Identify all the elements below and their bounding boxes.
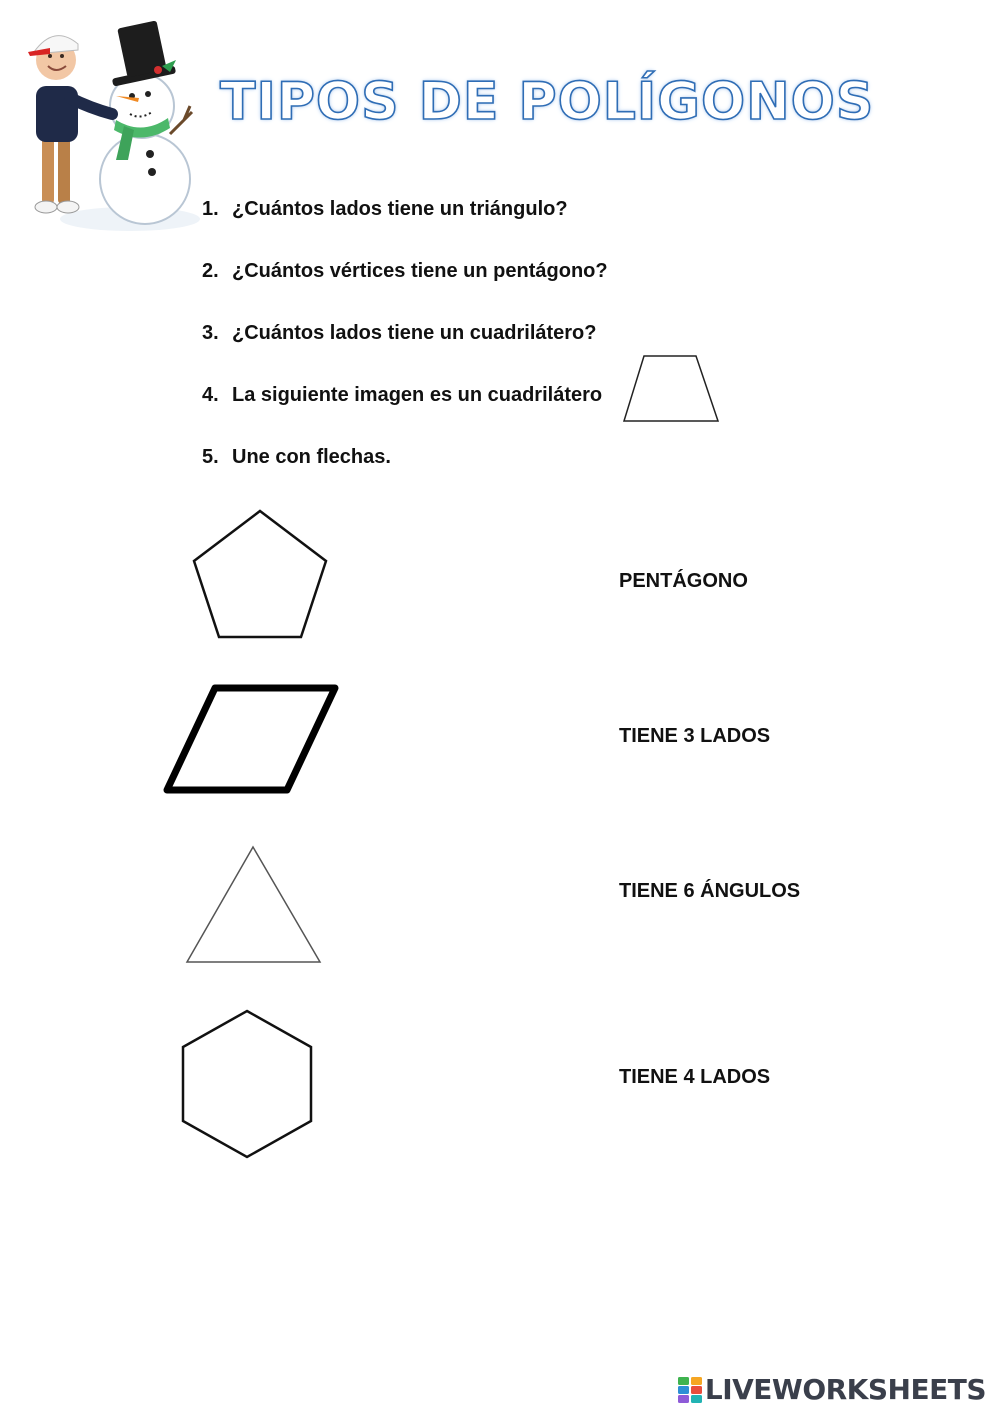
pentagon-shape (186, 505, 334, 643)
hexagon-shape (176, 1004, 318, 1164)
triangle-shape (182, 842, 326, 968)
question-number: 3. (202, 322, 219, 344)
liveworksheets-logo (678, 1373, 986, 1406)
question-number: 5. (202, 446, 219, 468)
answer-label-pentagono[interactable]: PENTÁGONO (619, 570, 748, 592)
liveworksheets-logo-icon (678, 1377, 702, 1403)
rhombus-shape (160, 680, 344, 798)
question-3 (202, 322, 597, 345)
boy-and-snowman-illustration (20, 14, 200, 238)
question-number: 2. (202, 260, 219, 282)
question-text: La siguiente imagen es un cuadrilátero (232, 384, 603, 406)
question-text: Une con flechas. (232, 446, 391, 468)
question-number: 1. (202, 198, 219, 220)
trapezoid-shape (620, 352, 724, 426)
answer-label-6-angulos[interactable]: TIENE 6 ÁNGULOS (619, 880, 801, 902)
question-1 (202, 198, 568, 221)
question-text: ¿Cuántos vértices tiene un pentágono? (232, 260, 608, 282)
question-text: ¿Cuántos lados tiene un cuadrilátero? (232, 322, 597, 344)
question-5 (202, 446, 391, 469)
question-4 (202, 384, 602, 407)
question-2 (202, 260, 608, 283)
page-title: TIPOS DE POLÍGONOS (220, 72, 875, 132)
answer-label-3-lados[interactable]: TIENE 3 LADOS (619, 725, 771, 747)
liveworksheets-logo-text: LIVEWORKSHEETS (704, 1373, 986, 1406)
answer-label-4-lados[interactable]: TIENE 4 LADOS (619, 1066, 771, 1088)
question-number: 4. (202, 384, 219, 406)
question-text: ¿Cuántos lados tiene un triángulo? (232, 198, 568, 220)
